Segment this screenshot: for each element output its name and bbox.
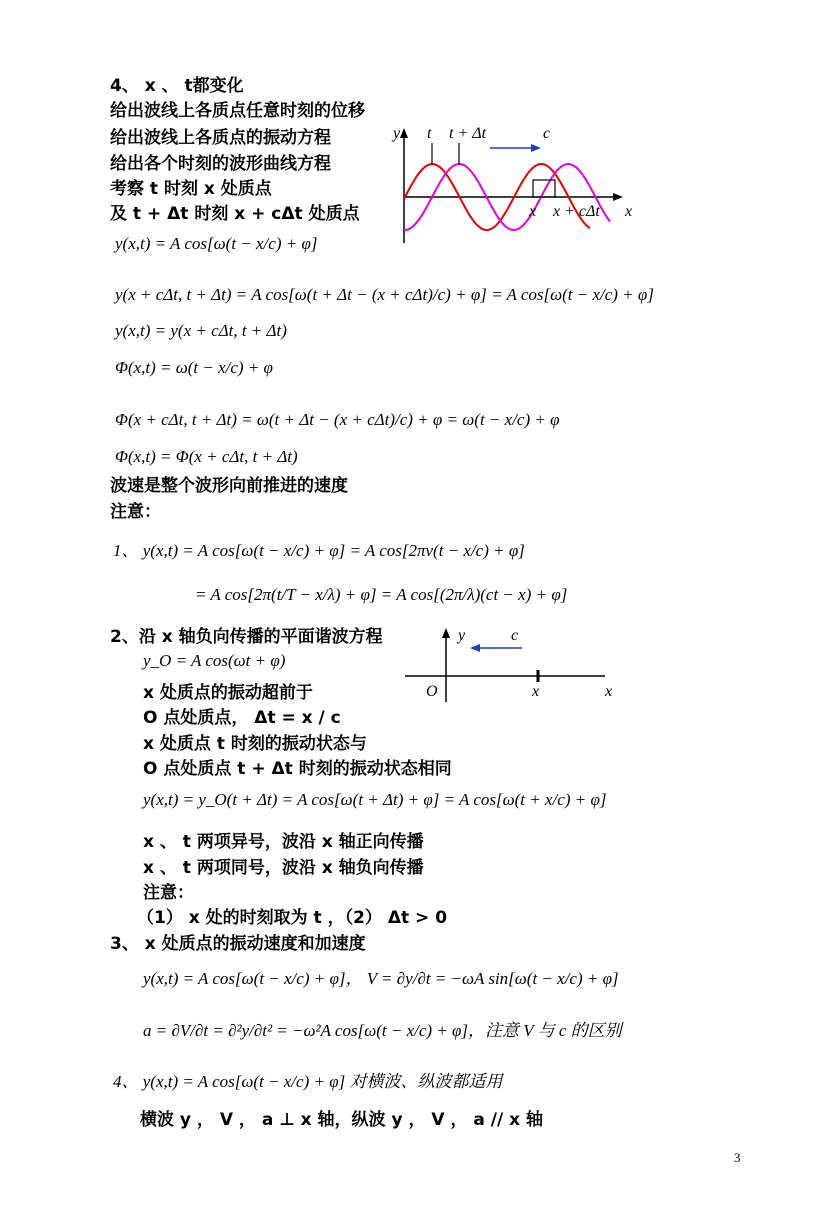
text-line: 注意： xyxy=(143,883,194,903)
equation: y(x,t) = A cos[ω(t − x/c) + φ]， V = ∂y/∂t = −ωA sin[ω(t − x/c) + φ] xyxy=(143,969,619,988)
text-line: 给出各个时刻的波形曲线方程 xyxy=(110,154,331,174)
text-line: x 处质点的振动超前于 xyxy=(143,683,313,703)
y-axis-arrow-icon xyxy=(442,628,450,638)
label-y: y xyxy=(458,627,466,644)
text-line: x 、 t 两项同号，波沿 x 轴负向传播 xyxy=(143,858,424,878)
text-line: 及 t + Δt 时刻 x + cΔt 处质点 xyxy=(110,204,360,224)
negative-wave-diagram xyxy=(400,620,630,705)
equation: y_O = A cos(ωt + φ) xyxy=(143,651,286,670)
section-4-heading: 4、 x 、 t都变化 xyxy=(110,76,244,96)
wave-diagram xyxy=(375,118,655,248)
equation: = A cos[2π(t/T − x/λ) + φ] = A cos[(2π/λ)(ct − x) + φ] xyxy=(195,585,568,604)
text-line: 考察 t 时刻 x 处质点 xyxy=(110,179,272,199)
equation: a = ∂V/∂t = ∂²y/∂t² = −ω²A cos[ω(t − x/c) + φ]，注意 V 与 c 的区别 xyxy=(143,1021,622,1040)
label-t-dt: t + Δt xyxy=(449,125,487,142)
equation: Φ(x,t) = Φ(x + cΔt, t + Δt) xyxy=(115,447,298,466)
arrow-head-icon xyxy=(470,644,480,652)
text-line: 横波 y ， V ， a ⊥ x 轴，纵波 y ， V ， a // x 轴 xyxy=(140,1110,544,1130)
label-x: x xyxy=(529,203,537,220)
text-line: 注意： xyxy=(110,502,161,522)
equation: y(x,t) = y_O(t + Δt) = A cos[ω(t + Δt) + φ] = A cos[ω(t + x/c) + φ] xyxy=(143,790,607,809)
label-c: c xyxy=(511,627,519,644)
displacement-box xyxy=(533,180,555,197)
equation: Φ(x,t) = ω(t − x/c) + φ xyxy=(115,358,273,377)
equation: y(x + cΔt, t + Δt) = A cos[ω(t + Δt − (x + cΔt)/c) + φ] = A cos[ω(t − x/c) + φ] xyxy=(115,285,654,304)
text-line: （1） x 处的时刻取为 t ，（2） Δt > 0 xyxy=(137,908,448,928)
section-2-heading: 2、沿 x 轴负向传播的平面谐波方程 xyxy=(110,627,383,647)
section-4b-line: 4、 y(x,t) = A cos[ω(t − x/c) + φ] 对横波、纵波都适用 xyxy=(113,1072,503,1091)
section-3-heading: 3、 x 处质点的振动速度和加速度 xyxy=(110,934,366,954)
label-x-axis: x xyxy=(625,203,633,220)
x-axis-arrow-icon xyxy=(613,193,623,201)
y-axis-arrow-icon xyxy=(400,128,408,138)
label-c: c xyxy=(543,125,551,142)
arrow-head-icon xyxy=(531,144,541,152)
text-line: 给出波线上各质点的振动方程 xyxy=(110,128,331,148)
text-line: x 、 t 两项异号，波沿 x 轴正向传播 xyxy=(143,832,424,852)
label-x: x xyxy=(532,683,540,700)
label-x-cdt: x + cΔt xyxy=(553,203,600,220)
text-line: 给出波线上各质点任意时刻的位移 xyxy=(110,101,365,121)
page-number: 3 xyxy=(734,1150,741,1165)
text-line: O 点处质点 t + Δt 时刻的振动状态相同 xyxy=(143,759,452,779)
text-line: x 处质点 t 时刻的振动状态与 xyxy=(143,734,367,754)
text-line: 波速是整个波形向前推进的速度 xyxy=(110,476,348,496)
label-t: t xyxy=(427,125,432,142)
label-O: O xyxy=(426,683,438,700)
equation: y(x,t) = A cos[ω(t − x/c) + φ] xyxy=(115,234,318,253)
equation: 1、 y(x,t) = A cos[ω(t − x/c) + φ] = A cos[2πν(t − x/c) + φ] xyxy=(113,541,525,560)
text-line: O 点处质点， Δt = x / c xyxy=(143,708,341,728)
equation: y(x,t) = y(x + cΔt, t + Δt) xyxy=(115,321,287,340)
equation: Φ(x + cΔt, t + Δt) = ω(t + Δt − (x + cΔt)/c) + φ = ω(t − x/c) + φ xyxy=(115,410,560,429)
label-y: y xyxy=(393,125,401,142)
label-x-axis: x xyxy=(605,683,613,700)
